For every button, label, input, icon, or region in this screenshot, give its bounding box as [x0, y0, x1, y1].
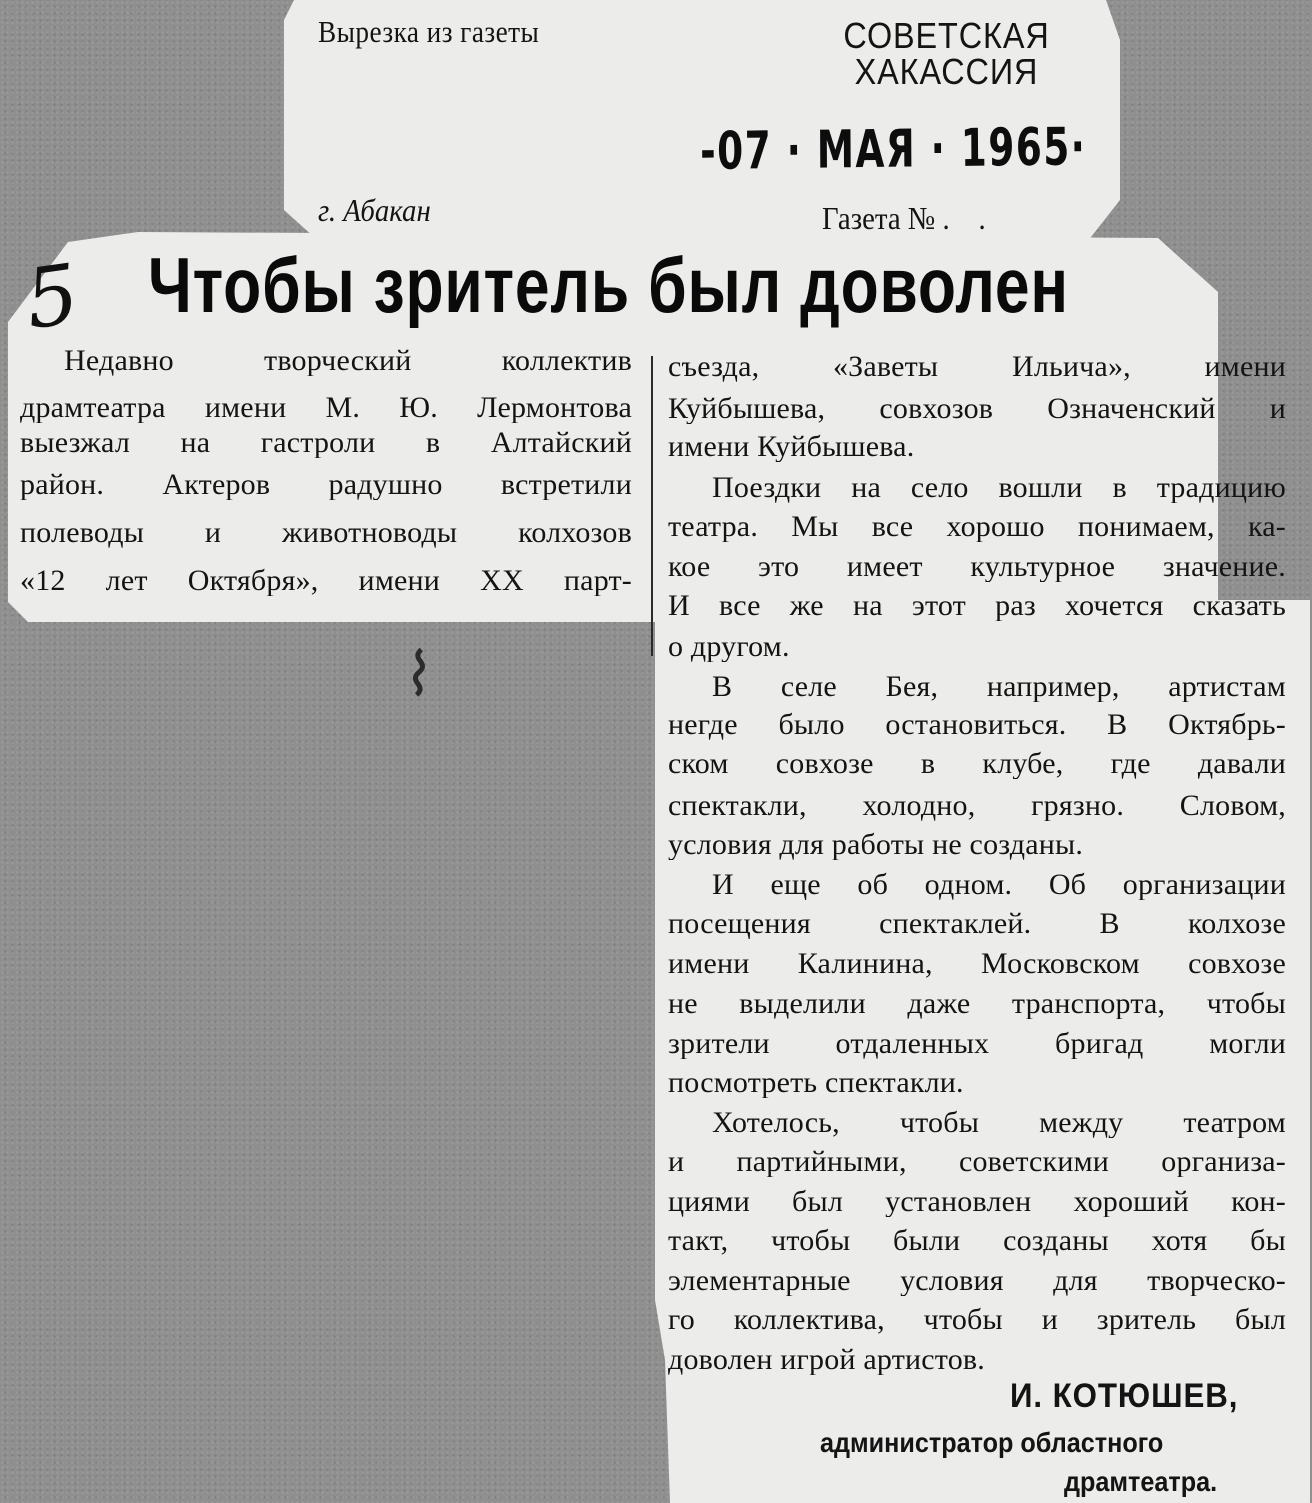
text-line: выезжал на гастроли в Алтайский [20, 428, 632, 458]
text-line: Недавно творческий коллектив [64, 346, 632, 376]
text-line: не выделили даже транспорта, чтобы [668, 989, 1286, 1019]
clipping-label: Вырезка из газеты [318, 14, 540, 49]
text-line: го коллектива, чтобы и зритель был [668, 1305, 1286, 1335]
column-divider [651, 356, 653, 656]
text-line: кое это имеет культурное значение. [668, 552, 1286, 582]
author-role: администратор областного [820, 1427, 1164, 1458]
text-line: Куйбышева, совхозов Означенский и [668, 394, 1286, 424]
text-line: и партийными, советскими организа- [668, 1147, 1286, 1177]
handwritten-mark: 5 [19, 246, 85, 349]
text-line: Поездки на село вошли в традицию [712, 473, 1286, 503]
author-name: И. КОТЮШЕВ, [1010, 1377, 1239, 1415]
text-line: район. Актеров радушно встретили [20, 470, 632, 500]
text-line: ском совхозе в клубе, где давали [668, 749, 1286, 779]
text-line: имени Калинина, Московском совхозе [668, 949, 1286, 979]
stray-pen-mark: ⌇ [400, 640, 437, 710]
date-stamp: -07 · МАЯ · 1965· [700, 117, 1087, 182]
text-line: И еще об одном. Об организации [712, 870, 1286, 900]
text-line: посмотреть спектакли. [668, 1068, 964, 1098]
text-line: полеводы и животноводы колхозов [20, 518, 632, 548]
text-line: И все же на этот раз хочется сказать [668, 591, 1286, 621]
text-line: циями был установлен хороший кон- [668, 1187, 1286, 1217]
text-line: имени Куйбышева. [668, 432, 915, 462]
issue-number-label [822, 200, 996, 237]
text-line: Хотелось, чтобы между театром [712, 1108, 1286, 1138]
author-organization: драмтеатра. [1064, 1466, 1218, 1497]
text-line: «12 лет Октября», имени XX парт- [20, 566, 632, 596]
text-line: посещения спектаклей. В колхозе [668, 909, 1286, 939]
text-line: съезда, «Заветы Ильича», имени [668, 352, 1286, 382]
text-line: зрители отдаленных бригад могли [668, 1029, 1286, 1059]
article-headline: Чтобы зритель был доволен [148, 241, 1069, 329]
text-line: театра. Мы все хорошо понимаем, ка- [668, 512, 1286, 542]
text-line: доволен игрой артистов. [668, 1345, 985, 1375]
text-line: условия для работы не созданы. [668, 830, 1084, 860]
text-line: спектакли, холодно, грязно. Словом, [668, 791, 1286, 821]
text-line: о другом. [668, 632, 790, 662]
issue-dots: . . [942, 200, 997, 236]
newspaper-name: СОВЕТСКАЯ ХАКАССИЯ [843, 15, 1050, 92]
text-line: негде было остановиться. В Октябрь- [668, 710, 1286, 740]
issue-label-text: Газета № [822, 200, 936, 236]
city-label: г. Абакан [318, 192, 431, 228]
text-line: такт, чтобы были созданы хотя бы [668, 1226, 1286, 1256]
text-line: элементарные условия для творческо- [668, 1266, 1286, 1296]
text-line: драмтеатра имени М. Ю. Лермонтова [20, 393, 632, 423]
text-line: В селе Бея, например, артистам [712, 672, 1286, 702]
